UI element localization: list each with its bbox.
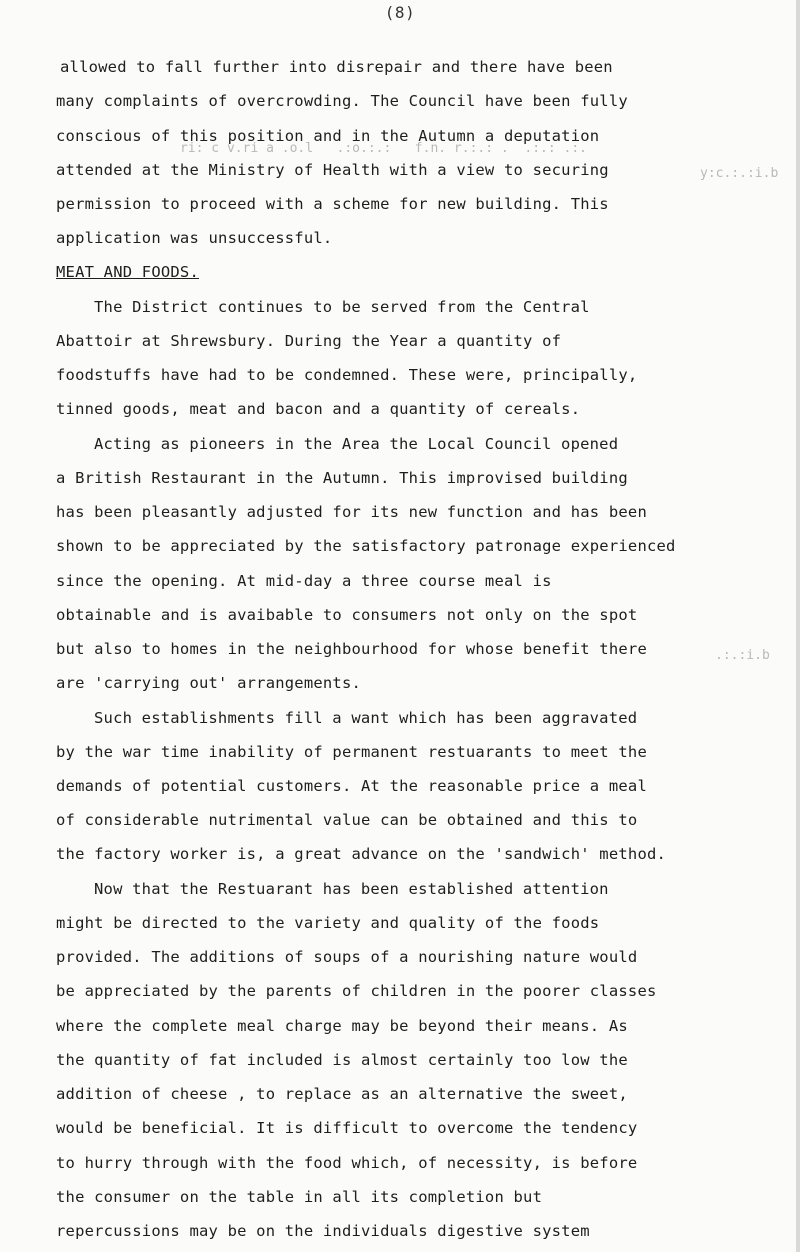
- text-line: permission to proceed with a scheme for new building. This: [56, 194, 609, 213]
- text-line: Abattoir at Shrewsbury. During the Year a quantity of: [56, 331, 562, 350]
- text-line: the quantity of fat included is almost certainly too low the: [56, 1050, 628, 1069]
- text-line: the consumer on the table in all its completion but: [56, 1187, 543, 1206]
- text-line: provided. The additions of soups of a nourishing nature would: [56, 948, 638, 967]
- text-line: of considerable nutrimental value can be obtained and this to: [56, 811, 638, 830]
- text-line: many complaints of overcrowding. The Council have been fully: [56, 92, 628, 111]
- page-number: (8): [384, 3, 416, 22]
- text-line: obtainable and is avaibable to consumers not only on the spot: [56, 605, 638, 624]
- show-through-mark: y:c.:.:i.b: [700, 166, 779, 181]
- text-line: shown to be appreciated by the satisfactory patronage experienced: [56, 537, 676, 556]
- text-line: tinned goods, meat and bacon and a quantity of cereals.: [56, 400, 581, 419]
- text-line: application was unsuccessful.: [56, 229, 333, 248]
- text-line: where the complete meal charge may be beyond their means. As: [56, 1016, 628, 1035]
- text-line: the factory worker is, a great advance on the 'sandwich' method.: [56, 845, 667, 864]
- text-line: conscious of this position and in the Autumn a deputation: [56, 126, 600, 145]
- text-line: attended at the Ministry of Health with a view to securing: [56, 160, 609, 179]
- text-line: allowed to fall further into disrepair and there have been: [60, 58, 613, 76]
- text-line: addition of cheese , to replace as an alternative the sweet,: [56, 1085, 628, 1104]
- text-line: demands of potential customers. At the reasonable price a meal: [56, 776, 647, 795]
- text-line: a British Restaurant in the Autumn. This improvised building: [56, 468, 628, 487]
- show-through-mark: .:.:i.b: [715, 648, 770, 663]
- text-line: but also to homes in the neighbourhood for whose benefit there: [56, 640, 647, 658]
- text-line: Acting as pioneers in the Area the Local Council opened: [94, 434, 619, 453]
- show-through-mark: ri: c v.ri a .o.l .:o.:.: f.n. r.:.: . .:.: .:.: [180, 141, 587, 156]
- text-line: since the opening. At mid-day a three course meal is: [56, 571, 552, 590]
- text-line: be appreciated by the parents of children in the poorer classes: [56, 982, 657, 1001]
- text-line: has been pleasantly adjusted for its new function and has been: [56, 503, 647, 522]
- text-line: foodstuffs have had to be condemned. These were, principally,: [56, 366, 638, 385]
- text-line: Now that the Restuarant has been established attention: [94, 879, 609, 898]
- text-line: by the war time inability of permanent restuarants to meet the: [56, 742, 647, 761]
- text-line: Such establishments fill a want which has been aggravated: [94, 708, 638, 727]
- text-line: repercussions may be on the individuals digestive system: [56, 1222, 590, 1240]
- text-line: to hurry through with the food which, of necessity, is before: [56, 1153, 638, 1172]
- text-line: The District continues to be served from the Central: [94, 297, 590, 316]
- section-heading: MEAT AND FOODS.: [56, 263, 199, 282]
- text-line: are 'carrying out' arrangements.: [56, 674, 362, 693]
- page-edge-shadow: [796, 0, 800, 1252]
- text-line: would be beneficial. It is difficult to overcome the tendency: [56, 1119, 638, 1138]
- text-line: might be directed to the variety and quality of the foods: [56, 913, 600, 932]
